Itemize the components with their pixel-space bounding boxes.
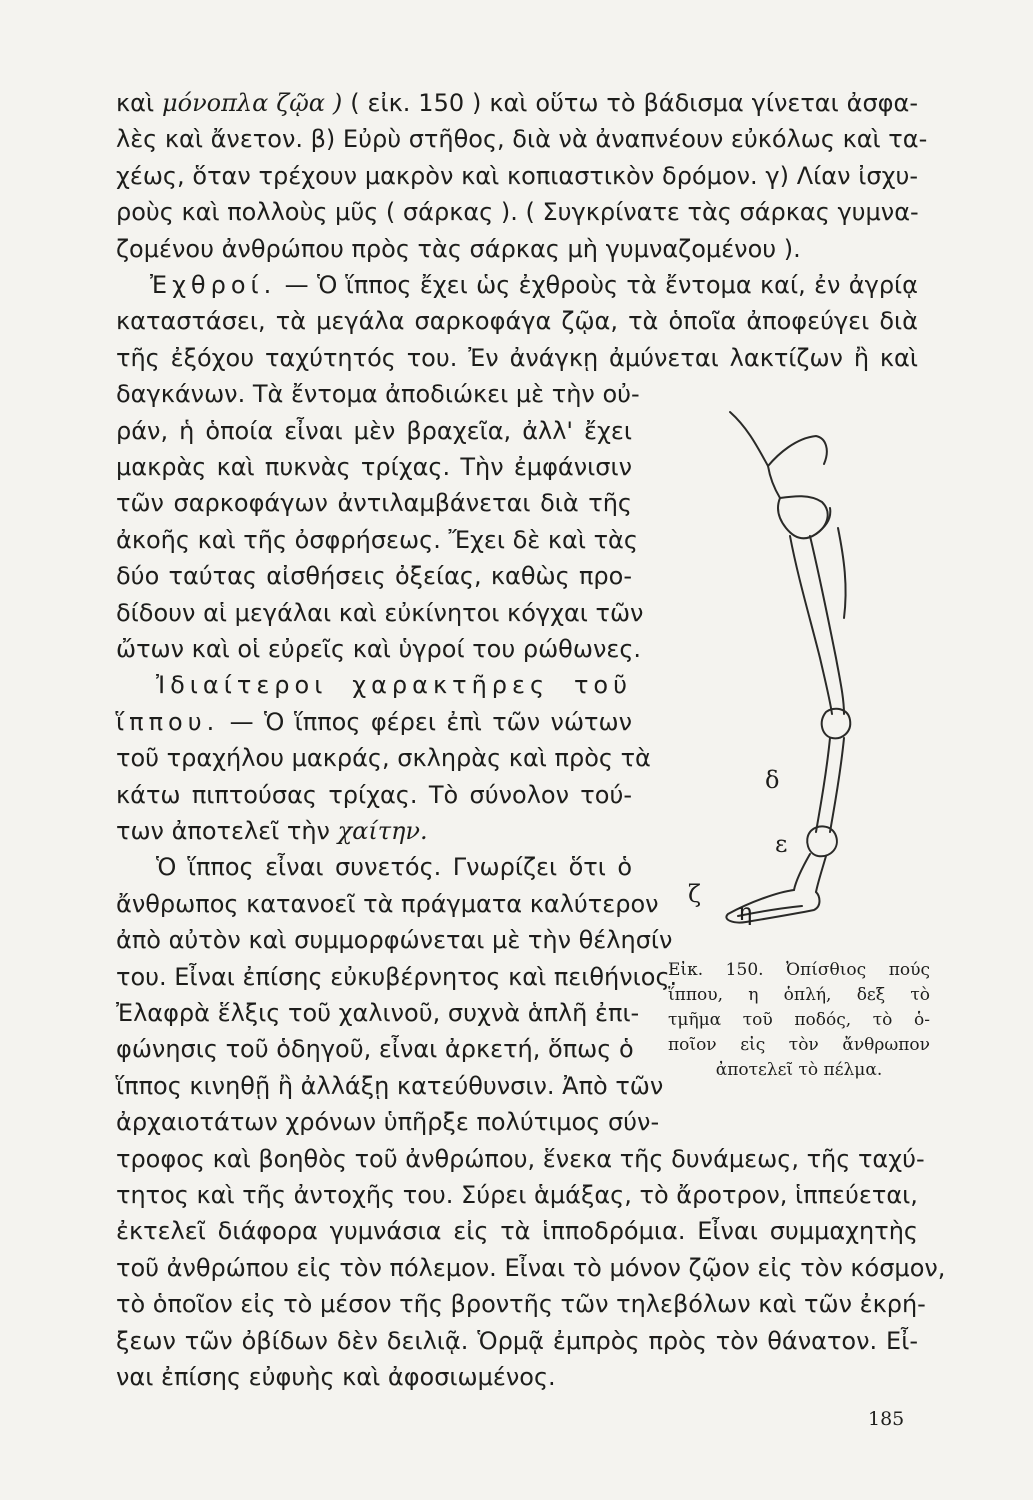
caption-line: ποῖον εἰς τὸν ἄνθρωπον [668,1035,930,1055]
text-line [116,743,651,773]
text-run: μακρὰς καὶ πυκνὰς τρίχας. Τὴν ἐμφάνισιν [116,453,632,481]
figure-label-zeta: ζ [688,880,702,908]
text-line [116,598,644,628]
text-line [156,670,632,700]
text-line [116,1216,918,1246]
hind-leg-illustration [698,408,938,948]
section-heading: ἵππου. [116,707,220,736]
text-run: ἀκοῆς καὶ τῆς ὀσφρήσεως. Ἔχει δὲ καὶ τὰς [116,525,638,554]
text-line [116,161,918,191]
text-line [150,270,918,300]
text-line [116,197,918,227]
text-line [116,1107,660,1137]
text-line [116,1071,664,1101]
text-line [116,306,918,336]
text-line [116,452,632,482]
caption-line: τμῆμα τοῦ ποδός, τὸ ὁ- [668,1010,930,1030]
text-run: τῶν σαρκοφάγων ἀντιλαμβάνεται διὰ τῆς [116,489,632,518]
text-line [116,925,673,955]
tibia-bone [790,536,832,714]
text-line [116,1362,918,1392]
caption-line: ἀποτελεῖ τὸ πέλμα. [715,1060,883,1080]
caption-line: ἵππου, η ὁπλή, δεξ τὸ [668,985,930,1005]
text-line [116,1144,925,1174]
text-run: των ἀποτελεῖ τὴν [116,817,338,845]
text-run: ἄνθρωπος κατανοεῖ τὰ πράγματα καλύτερον [116,889,659,918]
text-run: ἐκτελεῖ διάφορα γυμνάσια εἰς τὰ ἱπποδρόμια. Εἶναι συμμαχητὴς [116,1217,918,1246]
text-line [116,707,632,737]
text-run: τὸ ὁποῖον εἰς τὸ μέσον τῆς βροντῆς τῶν τηλεβόλων καὶ τῶν ἐκρή- [116,1290,926,1319]
pastern-bone [794,854,810,890]
fibula-bone [838,528,846,618]
text-run: — Ὁ ἵππος φέρει ἐπὶ τῶν νώτων [219,707,632,736]
text-run: δύο ταύτας αἰσθήσεις ὀξείας, καθὼς προ- [116,562,632,591]
text-line [116,634,642,664]
text-run: φώνησις τοῦ ὁδηγοῦ, εἶναι ἀρκετή, ὅπως ὁ [116,1035,634,1064]
text-line [116,998,640,1028]
upper-thigh-outline [768,466,780,498]
text-line [116,1034,632,1064]
tarsal-joint [822,709,851,739]
text-run: ( εἰκ. 150 ) καὶ οὕτω τὸ βάδισμα γίνεται ἀσφα- [342,89,918,117]
section-heading: Ἰδιαίτεροι χαρακτῆρες τοῦ [156,671,632,700]
section-heading: Ἐχθροί. [150,271,277,299]
text-line [116,525,638,555]
text-run: Ἐλαφρὰ ἕλξις τοῦ χαλινοῦ, συχνὰ ἁπλῆ ἐπι- [116,999,640,1027]
text-run: ροὺς καὶ πολλοὺς μῦς ( σάρκας ). ( Συγκρίνατε τὰς σάρκας γυμνα- [116,198,919,227]
text-run: ἀρχαιοτάτων χρόνων ὑπῆρξε πολύτιμος σύν- [116,1108,660,1137]
text-run: τητος καὶ τῆς ἀντοχῆς του. Σύρει ἁμάξας, τὸ ἄροτρον, ἱππεύεται, [116,1181,918,1209]
figure-label-delta: δ [765,766,780,794]
text-line [116,1326,918,1356]
text-line [116,1180,918,1210]
text-line [156,852,632,882]
text-run: δίδουν αἱ μεγάλαι καὶ εὐκίνητοι κόγχαι τῶν [116,598,644,627]
pastern-bone-inner [816,856,826,892]
text-run: του. Εἶναι ἐπίσης εὐκυβέρνητος καὶ πειθήνιος. [116,962,678,991]
text-run: κάτω πιπτούσας τρίχας. Τὸ σύνολον τού- [116,780,632,809]
text-run: καταστάσει, τὰ μεγάλα σαρκοφάγα ζῷα, τὰ ὁποῖα ἀποφεύγει διὰ [116,307,918,336]
figure-label-eta: η [738,898,753,926]
text-run: δαγκάνων. Τὰ ἔντομα ἀποδιώκει μὲ τὴν οὐ- [116,380,640,409]
text-run: ξεων τῶν ὀβίδων δὲν δειλιᾷ. Ὁρμᾷ ἐμπρὸς πρὸς τὸν θάνατον. Εἶ- [116,1326,918,1355]
text-line [116,816,632,846]
text-run: τῆς ἐξόχου ταχύτητός του. Ἐν ἀνάγκῃ ἀμύνεται λακτίζων ἢ καὶ [116,343,918,372]
text-line [116,488,632,518]
fetlock-joint [807,826,837,856]
text-run: καὶ [116,89,163,117]
metatarsal-bone [816,738,830,832]
text-line [116,234,918,264]
hock-joint [778,496,828,538]
text-line [116,889,659,919]
page-number: 185 [868,1408,905,1430]
text-run: τοῦ ἀνθρώπου εἰς τὸν πόλεμον. Εἶναι τὸ μόνον ζῷον εἰς τὸν κόσμον, [116,1253,946,1282]
text-line [116,561,632,591]
text-line [116,88,918,118]
text-run: ράν, ἡ ὁποία εἶναι μὲν βραχεῖα, ἀλλ' ἔχει [116,416,632,445]
text-line [116,379,640,409]
text-run: ναι ἐπίσης εὐφυὴς καὶ ἀφοσιωμένος. [116,1363,556,1391]
text-line [116,1289,926,1319]
metatarsal-bone-inner [830,738,844,832]
text-line [116,780,632,810]
text-run: ζομένου ἀνθρώπου πρὸς τὰς σάρκας μὴ γυμναζομένου ). [116,234,801,263]
caption-line: Εἰκ. 150. Ὀπίσθιος πούς [668,960,930,980]
femur-bone [730,412,827,466]
text-line [116,124,928,154]
text-run: χέως, ὅταν τρέχουν μακρὸν καὶ κοπιαστικὸν δρόμον. γ) Λίαν ἰσχυ- [116,161,918,190]
figure-label-epsilon: ε [775,830,788,858]
text-run: ἀπὸ αὐτὸν καὶ συμμορφώνεται μὲ τὴν θέλησίν [116,926,673,955]
text-line [116,1253,946,1283]
italic-term: χαίτην. [337,817,428,845]
italic-term: μόνοπλα ζῷα ) [162,89,343,117]
text-line [116,962,678,992]
text-line [116,343,918,373]
text-run: τοῦ τραχήλου μακράς, σκληρὰς καὶ πρὸς τὰ [116,744,651,773]
text-run: ἵππος κινηθῇ ἢ ἀλλάξῃ κατεύθυνσιν. Ἀπὸ τῶν [116,1071,664,1100]
text-run: — Ὁ ἵππος ἔχει ὡς ἐχθροὺς τὰ ἔντομα καί, ἐν ἀγρίᾳ [276,271,918,299]
text-run: λὲς καὶ ἄνετον. β) Εὐρὺ στῆθος, διὰ νὰ ἀναπνέουν εὐκόλως καὶ τα- [116,125,928,154]
text-run: Ὁ ἵππος εἶναι συνετός. Γνωρίζει ὅτι ὁ [156,853,632,882]
text-run: ὤτων καὶ οἱ εὐρεῖς καὶ ὑγροί του ρώθωνες. [116,635,642,663]
text-run: τροφος καὶ βοηθὸς τοῦ ἀνθρώπου, ἕνεκα τῆς δυνάμεως, τῆς ταχύ- [116,1144,925,1173]
text-line [116,416,632,446]
